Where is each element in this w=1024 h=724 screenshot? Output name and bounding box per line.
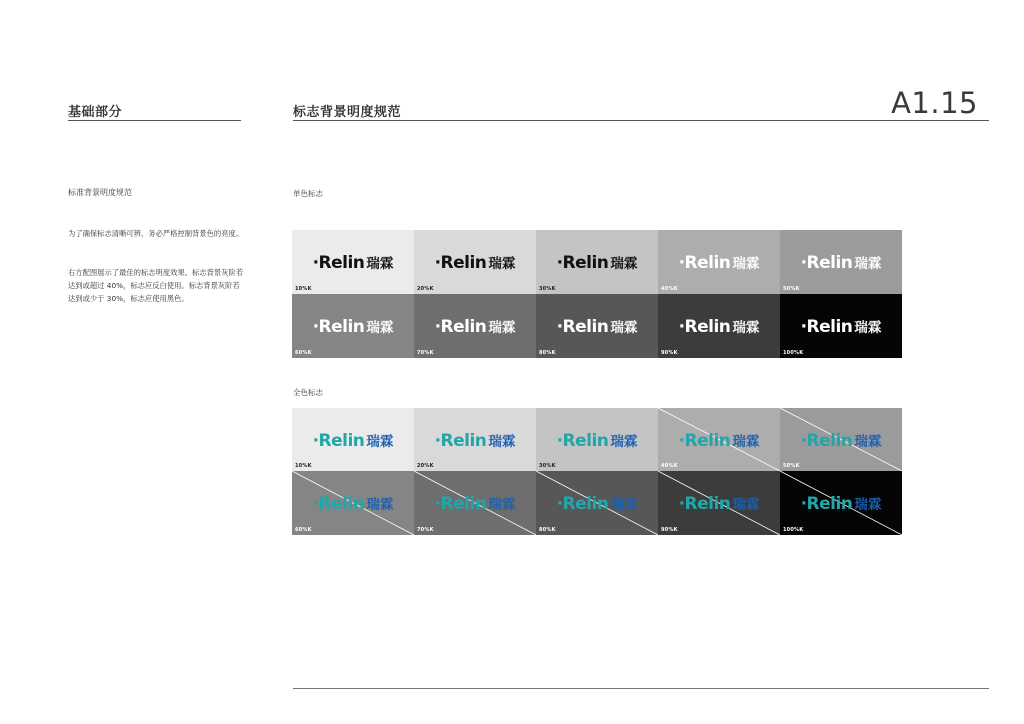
gray-level-label: 90%K	[661, 350, 678, 356]
color-swatch-grid	[292, 408, 902, 535]
logo-wordmark: ·Relin	[556, 494, 609, 514]
logo-wordmark: ·Relin	[556, 431, 609, 451]
color-logo-swatch	[780, 408, 902, 471]
logo-chinese-name: 瑞霖	[854, 497, 882, 513]
color-logo-swatch	[658, 471, 780, 535]
logo-wordmark: ·Relin	[312, 431, 365, 451]
page-number: A1.15	[891, 86, 978, 120]
logo-wordmark: ·Relin	[556, 253, 609, 273]
mono-logo-swatch	[292, 294, 414, 358]
relin-logo	[536, 316, 658, 337]
section-title: 基础部分	[68, 105, 123, 120]
gray-level-label: 100%K	[783, 527, 804, 533]
logo-wordmark: ·Relin	[800, 431, 853, 451]
mono-logo-swatch	[414, 294, 536, 358]
gray-level-label: 90%K	[661, 527, 678, 533]
logo-wordmark: ·Relin	[800, 317, 853, 337]
logo-chinese-name: 瑞霖	[854, 320, 882, 336]
logo-chinese-name: 瑞霖	[732, 320, 760, 336]
relin-logo	[658, 316, 780, 337]
mono-logo-swatch	[292, 230, 414, 294]
gray-level-label: 70%K	[417, 527, 434, 533]
page-title-divider	[293, 120, 989, 121]
relin-logo	[658, 252, 780, 273]
mono-logo-swatch	[658, 230, 780, 294]
logo-wordmark: ·Relin	[312, 317, 365, 337]
mono-swatch-grid	[292, 230, 902, 358]
relin-logo	[414, 430, 536, 451]
gray-level-label: 60%K	[295, 350, 312, 356]
mono-logo-swatch	[536, 294, 658, 358]
gray-level-label: 80%K	[539, 527, 556, 533]
gray-level-label: 30%K	[539, 463, 556, 469]
gray-level-label: 10%K	[295, 463, 312, 469]
logo-wordmark: ·Relin	[678, 317, 731, 337]
mono-logo-swatch	[536, 230, 658, 294]
color-logo-swatch	[536, 471, 658, 535]
color-logo-swatch	[536, 408, 658, 471]
color-logo-swatch	[658, 408, 780, 471]
logo-wordmark: ·Relin	[800, 253, 853, 273]
logo-wordmark: ·Relin	[312, 253, 365, 273]
logo-chinese-name: 瑞霖	[854, 434, 882, 450]
mono-logo-swatch	[414, 230, 536, 294]
logo-chinese-name: 瑞霖	[366, 497, 394, 513]
relin-logo	[414, 252, 536, 273]
color-logo-label: 全色标志	[293, 388, 323, 397]
mono-logo-swatch	[780, 294, 902, 358]
relin-logo	[780, 430, 902, 451]
color-logo-swatch	[292, 471, 414, 535]
color-logo-swatch	[780, 471, 902, 535]
gray-level-label: 40%K	[661, 286, 678, 292]
logo-chinese-name: 瑞霖	[366, 256, 394, 272]
logo-wordmark: ·Relin	[434, 253, 487, 273]
color-logo-swatch	[292, 408, 414, 471]
logo-chinese-name: 瑞霖	[366, 320, 394, 336]
logo-chinese-name: 瑞霖	[488, 320, 516, 336]
logo-wordmark: ·Relin	[434, 431, 487, 451]
relin-logo	[780, 316, 902, 337]
section-title-divider	[68, 120, 241, 121]
logo-chinese-name: 瑞霖	[488, 497, 516, 513]
page-title: 标志背景明度规范	[293, 105, 402, 120]
logo-chinese-name: 瑞霖	[732, 497, 760, 513]
footer-divider	[293, 688, 989, 689]
logo-chinese-name: 瑞霖	[610, 497, 638, 513]
relin-logo	[780, 252, 902, 273]
relin-logo	[292, 252, 414, 273]
logo-wordmark: ·Relin	[678, 431, 731, 451]
logo-chinese-name: 瑞霖	[610, 434, 638, 450]
logo-chinese-name: 瑞霖	[488, 256, 516, 272]
gray-level-label: 40%K	[661, 463, 678, 469]
logo-wordmark: ·Relin	[556, 317, 609, 337]
relin-logo	[292, 316, 414, 337]
relin-logo	[658, 430, 780, 451]
gray-level-label: 30%K	[539, 286, 556, 292]
description-title: 标准背景明度规范	[68, 188, 132, 197]
gray-level-label: 50%K	[783, 463, 800, 469]
logo-chinese-name: 瑞霖	[732, 256, 760, 272]
logo-wordmark: ·Relin	[312, 494, 365, 514]
gray-level-label: 80%K	[539, 350, 556, 356]
logo-wordmark: ·Relin	[800, 494, 853, 514]
mono-logo-swatch	[780, 230, 902, 294]
logo-chinese-name: 瑞霖	[610, 320, 638, 336]
logo-chinese-name: 瑞霖	[854, 256, 882, 272]
relin-logo	[536, 430, 658, 451]
gray-level-label: 70%K	[417, 350, 434, 356]
relin-logo	[780, 493, 902, 514]
relin-logo	[414, 493, 536, 514]
relin-logo	[536, 493, 658, 514]
description-paragraph-2: 右方配图展示了最佳的标志明度效果。标志背景灰阶若达到或超过 40%，标志应反白使用。标志背景灰阶若达到或少于 30%，标志应使用黑色。	[68, 268, 244, 303]
logo-chinese-name: 瑞霖	[366, 434, 394, 450]
logo-chinese-name: 瑞霖	[488, 434, 516, 450]
gray-level-label: 20%K	[417, 286, 434, 292]
gray-level-label: 60%K	[295, 527, 312, 533]
logo-wordmark: ·Relin	[678, 253, 731, 273]
relin-logo	[536, 252, 658, 273]
gray-level-label: 10%K	[295, 286, 312, 292]
logo-wordmark: ·Relin	[434, 494, 487, 514]
description-paragraph-1: 为了确保标志清晰可辨，务必严格控制背景色的亮度。	[68, 229, 244, 238]
mono-logo-swatch	[658, 294, 780, 358]
color-logo-swatch	[414, 471, 536, 535]
logo-wordmark: ·Relin	[678, 494, 731, 514]
logo-wordmark: ·Relin	[434, 317, 487, 337]
relin-logo	[292, 430, 414, 451]
logo-chinese-name: 瑞霖	[732, 434, 760, 450]
mono-logo-label: 单色标志	[293, 189, 323, 198]
gray-level-label: 50%K	[783, 286, 800, 292]
color-logo-swatch	[414, 408, 536, 471]
gray-level-label: 100%K	[783, 350, 804, 356]
gray-level-label: 20%K	[417, 463, 434, 469]
relin-logo	[292, 493, 414, 514]
logo-chinese-name: 瑞霖	[610, 256, 638, 272]
relin-logo	[658, 493, 780, 514]
relin-logo	[414, 316, 536, 337]
